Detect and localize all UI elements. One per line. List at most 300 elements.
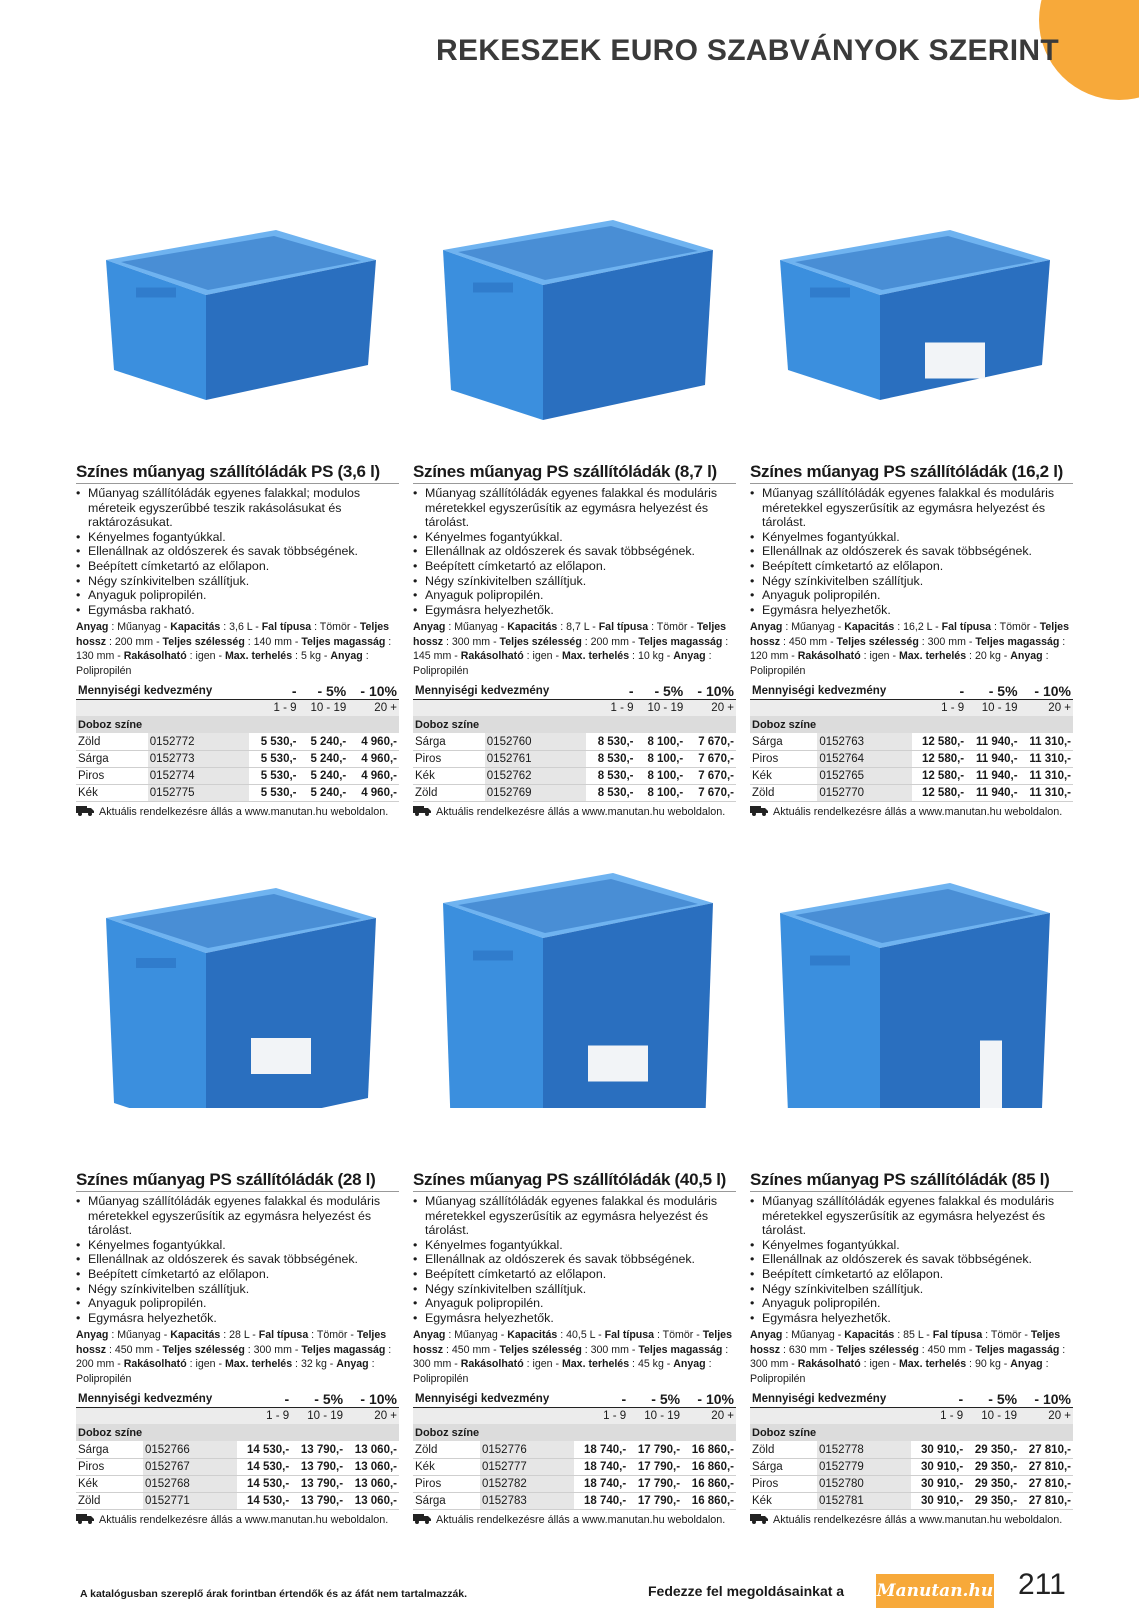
price-10-19: 13 790,-: [291, 1492, 345, 1509]
qty-range: 1 - 9: [574, 1407, 628, 1424]
spec-value: : 450 mm -: [918, 1343, 976, 1356]
spec-value: : igen -: [523, 650, 562, 663]
qty-discount-label: Mennyiségi kedvezmény: [750, 1390, 911, 1407]
spec-value: : 85 L -: [894, 1329, 933, 1342]
product-code[interactable]: 0152773: [148, 750, 249, 767]
spec-value: : 300 mm -: [918, 635, 976, 648]
price-10-19: 5 240,-: [299, 733, 349, 750]
spec-value: : 450 mm -: [780, 635, 837, 648]
feature-item: • Egymásra helyezhetők.: [413, 1311, 736, 1326]
feature-list: [76, 1194, 399, 1325]
spec-value: : Műanyag -: [445, 621, 508, 634]
truck-icon: [750, 1513, 768, 1527]
price-20-plus: 13 060,-: [345, 1492, 399, 1509]
spec-key: Teljes hossz: [750, 621, 1069, 648]
spec-key: Rakásolható: [460, 650, 524, 663]
table-row: [413, 784, 736, 801]
color-header: Doboz színe: [76, 1424, 399, 1441]
feature-item: • Kényelmes fogantyúkkal.: [76, 1238, 399, 1253]
price-10-19: 8 100,-: [636, 750, 686, 767]
qty-discount-label: Mennyiségi kedvezmény: [413, 1390, 574, 1407]
feature-item: • Négy színkivitelben szállítjuk.: [413, 574, 736, 589]
qty-range: 1 - 9: [911, 1407, 965, 1424]
spec-value: : 3,6 L -: [220, 621, 262, 634]
spec-key: Anyag: [673, 1358, 706, 1371]
spec-value: : Polipropilén: [413, 650, 712, 677]
truck-icon: [76, 805, 94, 819]
product-code[interactable]: 0152780: [817, 1475, 911, 1492]
crate-image: [750, 185, 1073, 425]
color-name: Piros: [413, 750, 485, 767]
price-table: [76, 682, 399, 802]
spec-value: : 130 mm -: [76, 635, 392, 663]
spec-value: : 16,2 L -: [894, 621, 942, 634]
spec-value: : 300 mm -: [413, 1343, 729, 1371]
feature-item: • Egymásra helyezhetők.: [413, 603, 736, 618]
product-code[interactable]: 0152761: [485, 750, 586, 767]
qty-range: 20 +: [348, 699, 399, 716]
spec-key: Anyag: [750, 1329, 783, 1342]
table-row: [413, 767, 736, 784]
price-1-9: 18 740,-: [574, 1458, 628, 1475]
product-code[interactable]: 0152781: [817, 1492, 911, 1509]
product-code[interactable]: 0152760: [485, 733, 586, 750]
spec-value: : 90 kg -: [966, 1358, 1011, 1371]
footer-cta: Fedezze fel megoldásainkat a: [648, 1583, 845, 1599]
discount-10: - 10%: [348, 682, 399, 699]
spec-key: Teljes szélesség: [499, 1343, 582, 1356]
spec-value: : 120 mm -: [750, 635, 1066, 663]
feature-item: • Beépített címketartó az előlapon.: [76, 1267, 399, 1282]
spec-key: Fal típusa: [932, 1329, 983, 1342]
price-10-19: 5 240,-: [299, 784, 349, 801]
spec-key: Max. terhelés: [561, 650, 630, 663]
color-name: Piros: [750, 750, 817, 767]
spec-value: : 32 kg -: [292, 1358, 337, 1371]
table-row: [76, 733, 399, 750]
spec-key: Rakásolható: [797, 650, 861, 663]
color-name: Piros: [413, 1475, 480, 1492]
feature-item: • Beépített címketartó az előlapon.: [413, 559, 736, 574]
price-1-9: 14 530,-: [237, 1475, 291, 1492]
price-1-9: 14 530,-: [237, 1492, 291, 1509]
price-20-plus: 27 810,-: [1019, 1475, 1073, 1492]
product-code[interactable]: 0152777: [480, 1458, 574, 1475]
color-name: Kék: [750, 1492, 817, 1509]
feature-list: [413, 1194, 736, 1325]
price-1-9: 30 910,-: [911, 1458, 965, 1475]
product-title: Színes műanyag PS szállítóládák (28 l): [76, 1170, 399, 1192]
truck-icon: [413, 1513, 431, 1527]
qty-range: 20 +: [1020, 699, 1073, 716]
product-title: Színes műanyag PS szállítóládák (16,2 l): [750, 462, 1073, 484]
spec-key: Anyag: [336, 1358, 369, 1371]
spec-value: : 200 mm -: [76, 1343, 392, 1371]
color-header: Doboz színe: [750, 716, 1073, 733]
product-code[interactable]: 0152768: [143, 1475, 237, 1492]
discount-10: - 10%: [345, 1390, 399, 1407]
price-1-9: 5 530,-: [249, 733, 299, 750]
price-table: [750, 682, 1073, 802]
feature-list: [750, 1194, 1073, 1325]
spec-key: Max. terhelés: [898, 1358, 967, 1371]
spec-value: : Polipropilén: [750, 1358, 1049, 1385]
qty-range: 20 +: [1019, 1407, 1073, 1424]
product-code[interactable]: 0152770: [817, 784, 912, 801]
feature-item: • Ellenállnak az oldószerek és savak többségének.: [413, 544, 736, 559]
price-20-plus: 16 860,-: [682, 1441, 736, 1458]
crate-image: [76, 868, 399, 1108]
price-10-19: 17 790,-: [628, 1441, 682, 1458]
product-code[interactable]: 0152765: [817, 767, 912, 784]
price-1-9: 8 530,-: [586, 750, 636, 767]
product-code[interactable]: 0152783: [480, 1492, 574, 1509]
price-10-19: 29 350,-: [965, 1492, 1019, 1509]
price-1-9: 14 530,-: [237, 1441, 291, 1458]
qty-discount-label: Mennyiségi kedvezmény: [76, 682, 249, 699]
price-10-19: 29 350,-: [965, 1475, 1019, 1492]
price-20-plus: 7 670,-: [685, 784, 736, 801]
availability-text: Aktuális rendelkezésre állás a www.manutan.hu weboldalon.: [436, 1513, 726, 1526]
price-20-plus: 11 310,-: [1020, 784, 1073, 801]
discount-0: -: [586, 682, 636, 699]
price-1-9: 5 530,-: [249, 784, 299, 801]
price-20-plus: 27 810,-: [1019, 1441, 1073, 1458]
table-row: [413, 1441, 736, 1458]
feature-item: • Kényelmes fogantyúkkal.: [76, 530, 399, 545]
product-block: [413, 462, 736, 819]
discount-0: -: [237, 1390, 291, 1407]
spec-key: Anyag: [330, 650, 363, 663]
table-row: [413, 1458, 736, 1475]
spec-value: : 450 mm -: [106, 1343, 163, 1356]
table-row: [750, 750, 1073, 767]
price-10-19: 8 100,-: [636, 733, 686, 750]
price-20-plus: 13 060,-: [345, 1475, 399, 1492]
spec-value: : 300 mm -: [581, 1343, 639, 1356]
feature-item: • Négy színkivitelben szállítjuk.: [76, 574, 399, 589]
feature-item: • Négy színkivitelben szállítjuk.: [413, 1282, 736, 1297]
price-20-plus: 16 860,-: [682, 1458, 736, 1475]
product-code[interactable]: 0152763: [817, 733, 912, 750]
color-name: Sárga: [750, 733, 817, 750]
discount-0: -: [911, 1390, 965, 1407]
qty-range: 10 - 19: [966, 699, 1019, 716]
price-1-9: 12 580,-: [912, 767, 966, 784]
qty-range: 10 - 19: [299, 699, 349, 716]
spec-key: Anyag: [413, 1329, 446, 1342]
price-table: [413, 682, 736, 802]
price-1-9: 30 910,-: [911, 1441, 965, 1458]
product-code[interactable]: 0152782: [480, 1475, 574, 1492]
spec-value: : Műanyag -: [445, 1329, 508, 1342]
spec-key: Teljes hossz: [76, 621, 390, 648]
spec-key: Teljes magasság: [638, 635, 723, 648]
crate-image: [76, 185, 399, 425]
page-number: 211: [1018, 1568, 1066, 1601]
spec-key: Anyag: [750, 621, 783, 634]
price-10-19: 8 100,-: [636, 767, 686, 784]
spec-value: : Tömör -: [648, 621, 697, 634]
price-10-19: 5 240,-: [299, 750, 349, 767]
spec-key: Kapacitás: [170, 621, 221, 634]
spec-key: Anyag: [1010, 650, 1043, 663]
feature-item: • Kényelmes fogantyúkkal.: [413, 530, 736, 545]
qty-range: 20 +: [682, 1407, 736, 1424]
discount-5: - 5%: [636, 682, 686, 699]
table-row: [750, 1492, 1073, 1509]
feature-item: • Négy színkivitelben szállítjuk.: [750, 574, 1073, 589]
availability-note: [750, 1513, 1073, 1527]
spec-value: : Polipropilén: [76, 650, 369, 677]
spec-key: Max. terhelés: [224, 650, 293, 663]
price-10-19: 29 350,-: [965, 1458, 1019, 1475]
product-block: [413, 1170, 736, 1527]
spec-value: : igen -: [860, 1358, 899, 1371]
price-1-9: 18 740,-: [574, 1475, 628, 1492]
feature-item: • Műanyag szállítóládák egyenes falakkal és moduláris méretekkel egyszerűsítik az egymásra helyezést és tárolást.: [750, 486, 1073, 530]
spec-key: Fal típusa: [598, 621, 649, 634]
color-name: Piros: [76, 1458, 143, 1475]
price-20-plus: 11 310,-: [1020, 750, 1073, 767]
feature-list: [413, 486, 736, 617]
spec-value: : 140 mm -: [244, 635, 302, 648]
price-20-plus: 4 960,-: [348, 750, 399, 767]
qty-discount-label: Mennyiségi kedvezmény: [750, 682, 912, 699]
price-10-19: 11 940,-: [966, 733, 1019, 750]
spec-key: Teljes magasság: [301, 635, 386, 648]
availability-text: Aktuális rendelkezésre állás a www.manutan.hu weboldalon.: [773, 1513, 1063, 1526]
spec-key: Teljes hossz: [76, 1329, 387, 1356]
price-20-plus: 4 960,-: [348, 767, 399, 784]
feature-item: • Beépített címketartó az előlapon.: [413, 1267, 736, 1282]
price-20-plus: 27 810,-: [1019, 1492, 1073, 1509]
product-code[interactable]: 0152776: [480, 1441, 574, 1458]
table-row: [76, 784, 399, 801]
price-1-9: 30 910,-: [911, 1492, 965, 1509]
spec-value: : Műanyag -: [108, 1329, 171, 1342]
feature-list: [76, 486, 399, 617]
price-table: [750, 1390, 1073, 1510]
price-1-9: 30 910,-: [911, 1475, 965, 1492]
feature-item: • Egymásra helyezhetők.: [750, 1311, 1073, 1326]
qty-range: 10 - 19: [965, 1407, 1019, 1424]
price-20-plus: 7 670,-: [685, 750, 736, 767]
spec-key: Anyag: [413, 621, 446, 634]
price-1-9: 14 530,-: [237, 1458, 291, 1475]
spec-value: : Polipropilén: [76, 1358, 375, 1385]
color-name: Sárga: [413, 733, 485, 750]
price-20-plus: 13 060,-: [345, 1458, 399, 1475]
price-10-19: 11 940,-: [966, 767, 1019, 784]
spec-value: : 5 kg -: [292, 650, 331, 663]
product-code[interactable]: 0152771: [143, 1492, 237, 1509]
color-name: Kék: [413, 767, 485, 784]
feature-item: • Egymásra helyezhetők.: [750, 603, 1073, 618]
spec-text: [413, 1328, 736, 1386]
product-code[interactable]: 0152778: [817, 1441, 911, 1458]
product-code[interactable]: 0152767: [143, 1458, 237, 1475]
product-code[interactable]: 0152762: [485, 767, 586, 784]
crate-image: [413, 868, 736, 1108]
feature-item: • Anyaguk polipropilén.: [750, 588, 1073, 603]
color-name: Sárga: [750, 1458, 817, 1475]
spec-value: : 450 mm -: [443, 1343, 500, 1356]
spec-key: Fal típusa: [604, 1329, 655, 1342]
spec-value: : 45 kg -: [629, 1358, 674, 1371]
price-10-19: 17 790,-: [628, 1492, 682, 1509]
spec-key: Fal típusa: [258, 1329, 309, 1342]
feature-item: • Anyaguk polipropilén.: [750, 1296, 1073, 1311]
product-code[interactable]: 0152764: [817, 750, 912, 767]
spec-value: : 145 mm -: [413, 635, 729, 663]
spec-key: Teljes hossz: [413, 621, 727, 648]
table-row: [76, 1475, 399, 1492]
price-20-plus: 13 060,-: [345, 1441, 399, 1458]
color-name: Kék: [76, 1475, 143, 1492]
feature-item: • Ellenállnak az oldószerek és savak többségének.: [76, 544, 399, 559]
price-10-19: 13 790,-: [291, 1458, 345, 1475]
feature-item: • Műanyag szállítóládák egyenes falakkal és moduláris méretekkel egyszerűsítik az egymásra helyezést és tárolást.: [76, 1194, 399, 1238]
truck-icon: [76, 1513, 94, 1527]
price-10-19: 5 240,-: [299, 767, 349, 784]
price-1-9: 8 530,-: [586, 784, 636, 801]
product-code[interactable]: 0152779: [817, 1458, 911, 1475]
qty-range: 20 +: [345, 1407, 399, 1424]
crate-image: [413, 185, 736, 425]
feature-item: • Anyaguk polipropilén.: [413, 588, 736, 603]
qty-range: 1 - 9: [912, 699, 966, 716]
price-10-19: 17 790,-: [628, 1475, 682, 1492]
spec-value: : 200 mm -: [106, 635, 163, 648]
spec-key: Anyag: [76, 621, 109, 634]
product-title: Színes műanyag szállítóládák PS (3,6 l): [76, 462, 399, 484]
availability-note: [750, 805, 1073, 819]
feature-item: • Ellenállnak az oldószerek és savak többségének.: [76, 1252, 399, 1267]
truck-icon: [750, 805, 768, 819]
feature-item: • Kényelmes fogantyúkkal.: [750, 1238, 1073, 1253]
price-1-9: 12 580,-: [912, 733, 966, 750]
spec-key: Kapacitás: [844, 621, 895, 634]
feature-item: • Egymásba rakható.: [76, 603, 399, 618]
manutan-logo[interactable]: Manutan.hu: [876, 1574, 994, 1608]
spec-key: Anyag: [1010, 1358, 1043, 1371]
spec-key: Teljes hossz: [750, 1329, 1061, 1356]
spec-value: : Polipropilén: [750, 650, 1049, 677]
spec-key: Teljes szélesség: [162, 635, 245, 648]
color-name: Zöld: [750, 784, 817, 801]
spec-value: : Műanyag -: [782, 1329, 845, 1342]
feature-item: • Anyaguk polipropilén.: [76, 1296, 399, 1311]
spec-value: : 300 mm -: [443, 635, 500, 648]
spec-value: : Tömör -: [982, 1329, 1031, 1342]
qty-discount-label: Mennyiségi kedvezmény: [76, 1390, 237, 1407]
product-code[interactable]: 0152772: [148, 733, 249, 750]
color-name: Zöld: [76, 1492, 143, 1509]
spec-value: : Tömör -: [991, 621, 1040, 634]
spec-value: : 40,5 L -: [557, 1329, 605, 1342]
spec-key: Rakásolható: [460, 1358, 524, 1371]
feature-item: • Beépített címketartó az előlapon.: [750, 559, 1073, 574]
price-1-9: 5 530,-: [249, 750, 299, 767]
color-name: Zöld: [413, 784, 485, 801]
feature-item: • Beépített címketartó az előlapon.: [76, 559, 399, 574]
price-table: [413, 1390, 736, 1510]
product-block: [76, 1170, 399, 1527]
discount-0: -: [249, 682, 299, 699]
qty-range: 20 +: [685, 699, 736, 716]
color-name: Piros: [76, 767, 148, 784]
color-name: Zöld: [750, 1441, 817, 1458]
table-row: [76, 1441, 399, 1458]
product-code[interactable]: 0152766: [143, 1441, 237, 1458]
price-20-plus: 7 670,-: [685, 767, 736, 784]
product-code[interactable]: 0152769: [485, 784, 586, 801]
discount-5: - 5%: [628, 1390, 682, 1407]
spec-key: Teljes magasság: [975, 635, 1060, 648]
color-name: Sárga: [76, 750, 148, 767]
table-row: [76, 767, 399, 784]
spec-key: Rakásolható: [797, 1358, 861, 1371]
product-code[interactable]: 0152774: [148, 767, 249, 784]
color-name: Kék: [76, 784, 148, 801]
spec-value: : 10 kg -: [629, 650, 674, 663]
qty-range: 1 - 9: [586, 699, 636, 716]
spec-value: : igen -: [523, 1358, 562, 1371]
qty-range: 1 - 9: [249, 699, 299, 716]
price-1-9: 18 740,-: [574, 1441, 628, 1458]
price-10-19: 11 940,-: [966, 784, 1019, 801]
color-header: Doboz színe: [76, 716, 399, 733]
feature-item: • Műanyag szállítóládák egyenes falakkal és moduláris méretekkel egyszerűsítik az egymásra helyezést és tárolást.: [413, 1194, 736, 1238]
availability-text: Aktuális rendelkezésre állás a www.manutan.hu weboldalon.: [99, 1513, 389, 1526]
spec-value: : 8,7 L -: [557, 621, 599, 634]
discount-5: - 5%: [299, 682, 349, 699]
spec-text: [76, 620, 399, 678]
table-row: [750, 1475, 1073, 1492]
price-table: [76, 1390, 399, 1510]
discount-5: - 5%: [966, 682, 1019, 699]
spec-key: Kapacitás: [170, 1329, 221, 1342]
price-1-9: 5 530,-: [249, 767, 299, 784]
spec-key: Fal típusa: [941, 621, 992, 634]
table-row: [413, 750, 736, 767]
price-20-plus: 16 860,-: [682, 1475, 736, 1492]
feature-item: • Ellenállnak az oldószerek és savak többségének.: [413, 1252, 736, 1267]
availability-text: Aktuális rendelkezésre állás a www.manutan.hu weboldalon.: [773, 805, 1063, 818]
spec-value: : 630 mm -: [780, 1343, 837, 1356]
qty-range: 1 - 9: [237, 1407, 291, 1424]
product-code[interactable]: 0152775: [148, 784, 249, 801]
price-note: A katalógusban szereplő árak forintban értendők és az áfát nem tartalmazzák.: [80, 1588, 468, 1600]
price-1-9: 8 530,-: [586, 733, 636, 750]
spec-value: : Tömör -: [654, 1329, 703, 1342]
table-row: [750, 784, 1073, 801]
price-10-19: 11 940,-: [966, 750, 1019, 767]
spec-key: Teljes hossz: [413, 1329, 732, 1356]
qty-range: 10 - 19: [291, 1407, 345, 1424]
availability-note: [413, 1513, 736, 1527]
qty-range: 10 - 19: [628, 1407, 682, 1424]
price-20-plus: 11 310,-: [1020, 767, 1073, 784]
spec-key: Teljes magasság: [301, 1343, 386, 1356]
color-name: Kék: [750, 767, 817, 784]
table-row: [413, 1475, 736, 1492]
spec-value: : Műanyag -: [108, 621, 171, 634]
spec-value: : igen -: [186, 650, 225, 663]
color-name: Kék: [413, 1458, 480, 1475]
color-name: Sárga: [413, 1492, 480, 1509]
